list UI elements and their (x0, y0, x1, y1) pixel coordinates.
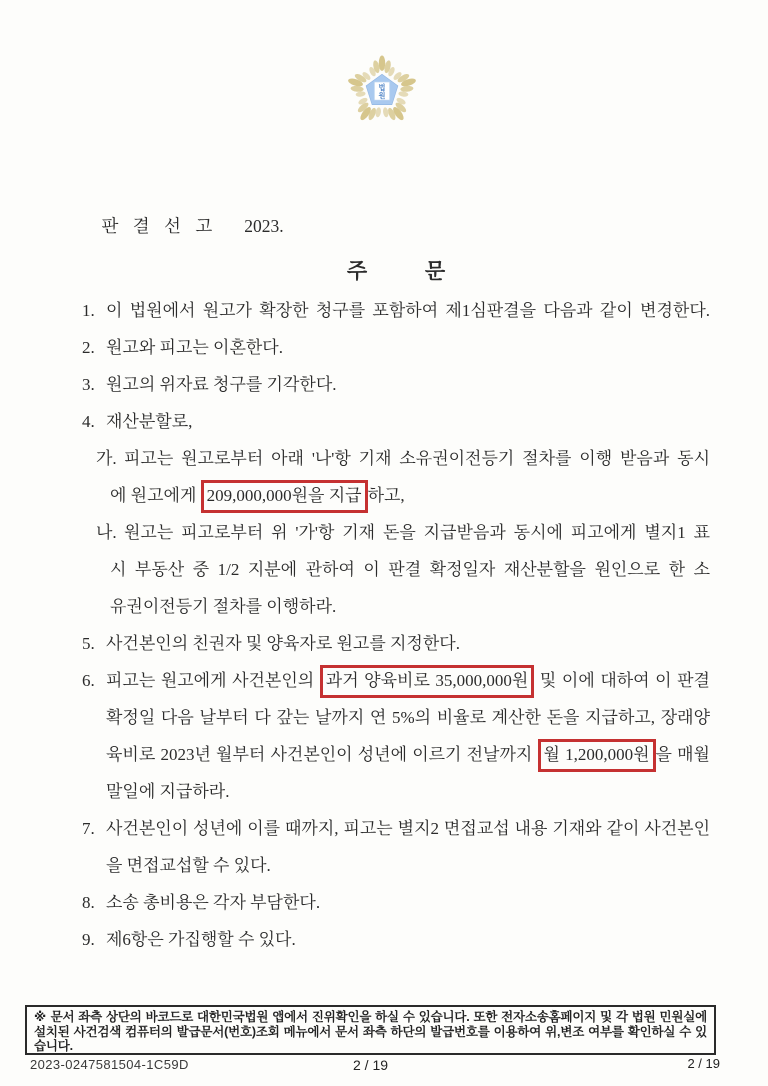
order-item-4b-line-1 (82, 514, 710, 551)
pronounce-line (84, 192, 284, 261)
sub-item-label: 나. (96, 523, 117, 542)
order-item-8 (82, 884, 710, 921)
item-text: 원고와 피고는 이혼한다. (106, 338, 283, 357)
order-item-4b-line-3 (82, 588, 710, 625)
verification-notice-text: ※ 문서 좌측 상단의 바코드로 대한민국법원 앱에서 진위확인을 하실 수 있습니다. 또한 전자소송홈페이지 및 각 법원 민원실에 설치된 사건검색 컴퓨터의 발급문서(번호)조회 메뉴에서 문서 좌측 하단의 발급번호를 이용하여 위,변조 여부를 확인하실 수 있습니다. (34, 1010, 707, 1053)
order-item-2 (82, 329, 710, 366)
item-number: 4. (82, 412, 95, 431)
item-text: 사건본인이 성년에 이를 때까지, 피고는 별지2 면접교섭 내용 기재와 같이 사건본인 (106, 819, 710, 838)
item-text: 사건본인의 친권자 및 양육자로 원고를 지정한다. (106, 634, 460, 653)
issue-number: 2023-0247581504-1C59D (30, 1057, 189, 1072)
item-number: 7. (82, 819, 95, 838)
highlight-box-monthly-child-support: 월 1,200,000원 (538, 739, 656, 772)
order-section-title: 주 문 (346, 259, 446, 283)
item-number: 5. (82, 634, 95, 653)
item-text: 피고는 원고에게 사건본인의 (106, 671, 320, 690)
order-item-6-line-4 (82, 773, 710, 810)
item-text: 유권이전등기 절차를 이행하라. (110, 597, 337, 616)
order-item-5 (82, 625, 710, 662)
item-text: 소송 총비용은 각자 부담한다. (106, 893, 321, 912)
item-text: 시 부동산 중 1/2 지분에 관하여 이 판결 확정일자 재산분할을 원인으로 한 소 (110, 560, 710, 579)
item-number: 8. (82, 893, 95, 912)
item-text: 및 이에 대하여 이 판결 (534, 671, 710, 690)
highlight-box-past-child-support: 과거 양육비로 35,000,000원 (320, 665, 535, 698)
item-text: 재산분할로, (106, 412, 193, 431)
item-text: 원고의 위자료 청구를 기각한다. (106, 375, 337, 394)
item-text: 이 법원에서 원고가 확장한 청구를 포함하여 제1심판결을 다음과 같이 변경한다. (106, 301, 710, 320)
order-item-6-line-2 (82, 699, 710, 736)
order-item-4a-line-2 (82, 477, 710, 514)
pronounce-date: 2023. (244, 216, 284, 236)
pronounce-label: 판 결 선 고 (101, 216, 215, 236)
order-item-4a-line-1 (82, 440, 710, 477)
item-text: 확정일 다음 날부터 다 갚는 날까지 연 5%의 비율로 계산한 돈을 지급하고, 장래양 (106, 708, 710, 727)
order-item-7-line-2 (82, 847, 710, 884)
order-item-4 (82, 403, 710, 440)
item-number: 2. (82, 338, 95, 357)
page-number-right: 2 / 19 (687, 1056, 720, 1071)
order-item-9 (82, 921, 710, 958)
item-text: 을 매월 (655, 745, 710, 764)
item-number: 3. (82, 375, 95, 394)
verification-notice-box (25, 1005, 716, 1055)
order-item-4b-line-2 (82, 551, 710, 588)
order-item-3 (82, 366, 710, 403)
item-number: 9. (82, 930, 95, 949)
order-body (82, 292, 710, 958)
seal-label-char-1: 법 (378, 84, 386, 93)
seal-label-char-2: 원 (378, 92, 386, 101)
item-text: 말일에 지급하라. (106, 782, 230, 801)
order-item-1 (82, 292, 710, 329)
item-text: 제6항은 가집행할 수 있다. (106, 930, 296, 949)
item-number: 6. (82, 671, 95, 690)
court-seal (334, 54, 430, 130)
highlight-box-property-division-amount: 209,000,000원을 지급 (201, 480, 368, 513)
item-text: 피고는 원고로부터 아래 '나'항 기재 소유권이전등기 절차를 이행 받음과 동시 (124, 449, 710, 468)
item-text: 하고, (367, 486, 405, 505)
item-text: 육비로 2023년 월부터 사건본인이 성년에 이르기 전날까지 (106, 745, 538, 764)
page-number-center: 2 / 19 (352, 1057, 389, 1073)
item-number: 1. (82, 301, 95, 320)
item-text: 을 면접교섭할 수 있다. (106, 856, 271, 875)
order-item-7-line-1 (82, 810, 710, 847)
order-item-6-line-3 (82, 736, 710, 773)
item-text: 에 원고에게 (110, 486, 201, 505)
order-item-6-line-1 (82, 662, 710, 699)
item-text: 원고는 피고로부터 위 '가'항 기재 돈을 지급받음과 동시에 피고에게 별지1 표 (124, 523, 710, 542)
sub-item-label: 가. (96, 449, 117, 468)
